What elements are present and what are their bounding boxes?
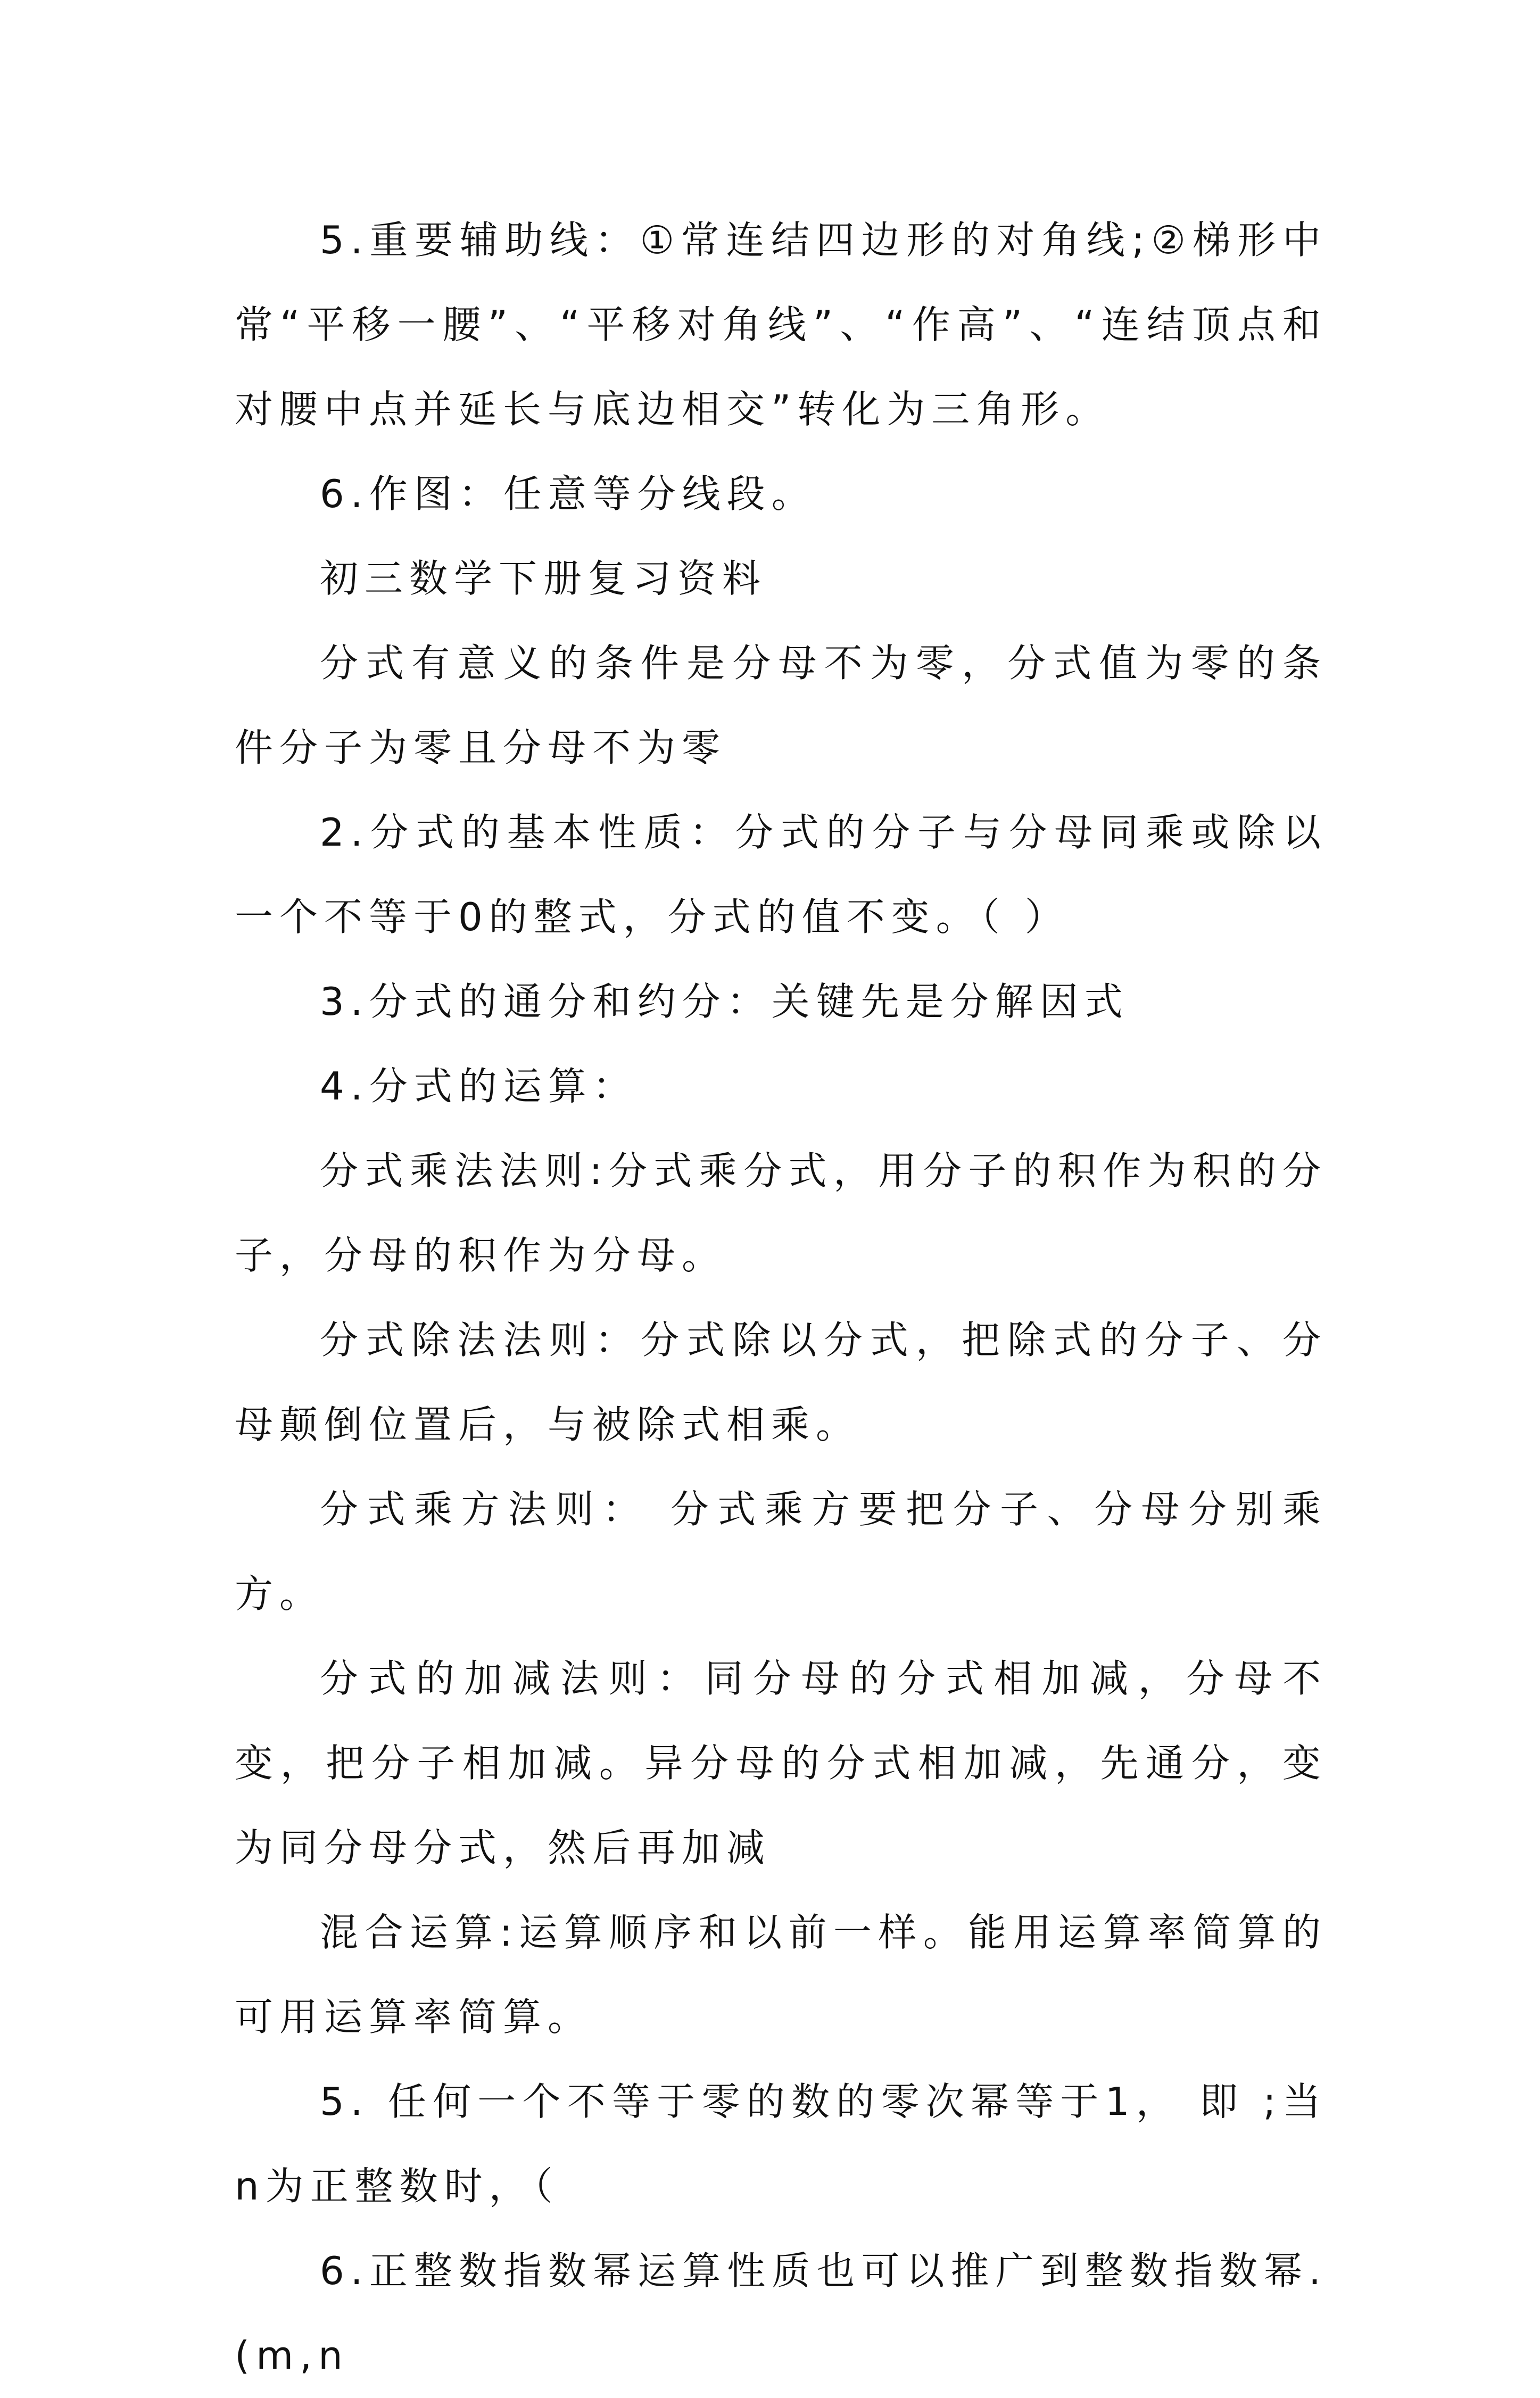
paragraph-fraction-condition: 分式有意义的条件是分母不为零，分式值为零的条件分子为零且分母不为零 bbox=[235, 641, 1327, 770]
paragraph-basic-property: 2.分式的基本性质：分式的分子与分母同乘或除以一个不等于0的整式，分式的值不变。（ ） bbox=[235, 810, 1327, 939]
paragraph-common-denominator: 3.分式的通分和约分：关键先是分解因式 bbox=[320, 979, 1129, 1024]
paragraph-operations: 4.分式的运算： bbox=[320, 1064, 637, 1109]
paragraph-auxiliary-lines: 5.重要辅助线：①常连结四边形的对角线;②梯形中常“平移一腰”、“平移对角线”、“作高”、“连结顶点和对腰中点并延长与底边相交”转化为三角形。 bbox=[235, 218, 1327, 432]
paragraph-construction: 6.作图：任意等分线段。 bbox=[320, 472, 816, 516]
paragraph-mixed-operations: 混合运算:运算顺序和以前一样。能用运算率简算的可用运算率简算。 bbox=[235, 1910, 1327, 2039]
section-heading: 初三数学下册复习资料 bbox=[320, 556, 767, 601]
paragraph-multiplication-rule: 分式乘法法则:分式乘分式，用分子的积作为积的分子，分母的积作为分母。 bbox=[235, 1148, 1327, 1278]
paragraph-zero-exponent: 5. 任何一个不等于零的数的零次幂等于1， 即 ;当n为正整数时，（ bbox=[235, 2079, 1327, 2209]
document-body bbox=[235, 198, 1327, 2398]
paragraph-power-rule: 分式乘方法则： 分式乘方要把分子、分母分别乘方。 bbox=[235, 1487, 1327, 1616]
paragraph-addition-rule: 分式的加减法则：同分母的分式相加减，分母不变，把分子相加减。异分母的分式相加减，先通分，变为同分母分式，然后再加减 bbox=[235, 1656, 1327, 1870]
paragraph-integer-exponent: 6.正整数指数幂运算性质也可以推广到整数指数幂.(m,n bbox=[235, 2248, 1327, 2378]
paragraph-division-rule: 分式除法法则：分式除以分式，把除式的分子、分母颠倒位置后，与被除式相乘。 bbox=[235, 1318, 1327, 1447]
